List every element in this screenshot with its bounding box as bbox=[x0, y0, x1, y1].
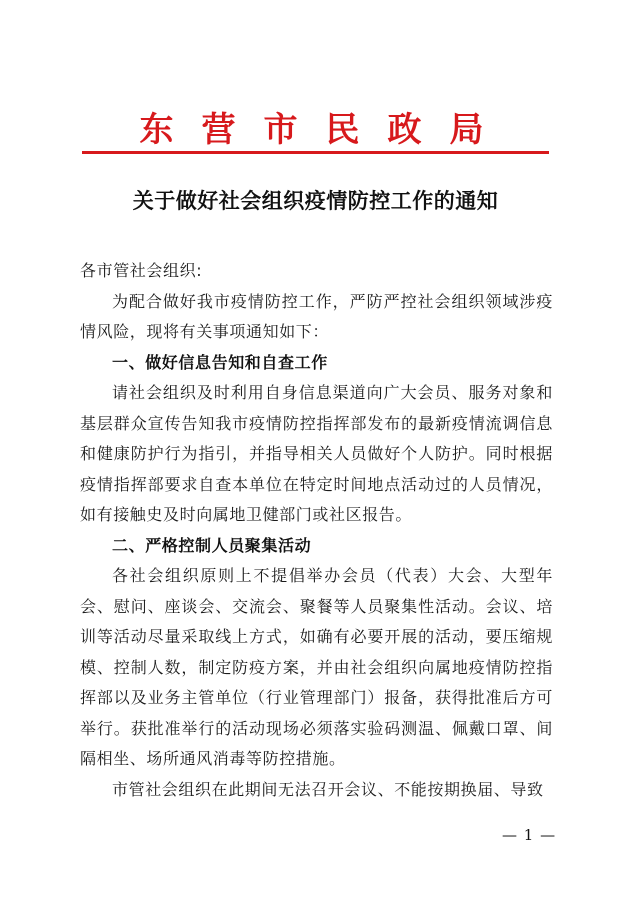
issuing-organization: 东营市民政局 bbox=[139, 109, 512, 150]
document-title: 关于做好社会组织疫情防控工作的通知 bbox=[132, 188, 499, 213]
section-heading-1: 一、做好信息告知和自查工作 bbox=[112, 352, 328, 372]
section-1-paragraph: 请社会组织及时利用自身信息渠道向广大会员、服务对象和基层群众宣传告知我市疫情防控指挥部发布的最新疫情流调信息和健康防护行为指引，并指导相关人员做好个人防护。同时根据疫情指挥部要求自查本单位在特定时间地点活动过的人员情况，如有接触史及时向属地卫健部门或社区报告。 bbox=[80, 383, 553, 524]
salutation: 各市管社会组织: bbox=[80, 261, 203, 280]
intro-paragraph: 为配合做好我市疫情防控工作，严防严控社会组织领域涉疫情风险，现将有关事项通知如下： bbox=[80, 291, 553, 341]
section-2-paragraph-continued: 市管社会组织在此期间无法召开会议、不能按期换届、导致 bbox=[112, 779, 544, 799]
section-heading-2: 二、严格控制人员聚集活动 bbox=[112, 535, 312, 555]
document-body bbox=[80, 256, 553, 805]
page-number: — 1 — bbox=[502, 826, 557, 844]
section-2-paragraph: 各社会组织原则上不提倡举办会员（代表）大会、大型年会、慰问、座谈会、交流会、聚餐等人员聚集性活动。会议、培训等活动尽量采取线上方式，如确有必要开展的活动，要压缩规模、控制人数，制定防疫方案，并由社会组织向属地疫情防控指挥部以及业务主管单位（行业管理部门）报备，获得批准后方可举行。获批准举行的活动现场必须落实验码测温、佩戴口罩、间隔相坐、场所通风消毒等防控措施。 bbox=[80, 566, 553, 768]
header-red-rule bbox=[82, 151, 549, 154]
